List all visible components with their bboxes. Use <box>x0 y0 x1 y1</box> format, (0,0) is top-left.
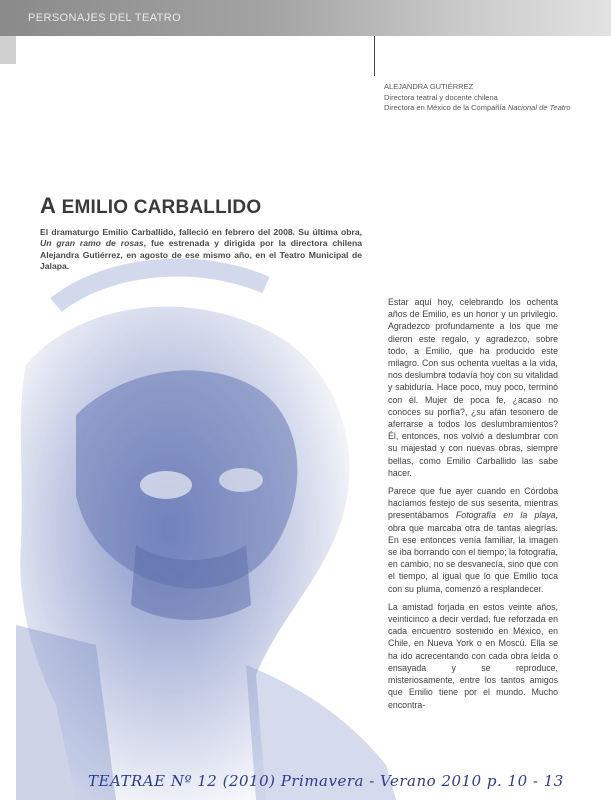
scan-margin <box>0 36 16 64</box>
body-paragraph-1: Estar aquí hoy, celebrando los ochenta años de Emilio, es un honor y un privilegio. Agradezco profundamente a los que me dieron este regalo, y agradezco, sobre todo, a Emilio, que ha producido este milagro. Con sus ochenta vueltas a la vida, nos deslumbra todavía hoy con su vitalidad y sabiduría. Hace poco, muy poco, terminó con él. Mujer de poca fe, ¿acaso no conoces su porfía?, ¿su afán tesonero de aferrarse a todos los deslumbramientos? Él, entonces, nos volvió a deslumbrar con su majestad y con nuevas obras, siempre bellas, como Emilio Carballido las sabe hacer. <box>388 297 558 478</box>
author-position <box>384 103 571 114</box>
article-title <box>40 193 261 219</box>
body-paragraph-3: La amistad forjada en estos veinte años, veinticinco a decir verdad, fue reforzada en cada encuentro sostenido en México, en Chile, en Nueva York o en Moscú. Ella se ha ido acrecentando con cada obra leída o ensayada y se reproduce, misteriosamente, entre los tantos amigos que Emilio tiene por el mundo. Mucho encontra- <box>388 601 558 710</box>
article-lead <box>40 227 362 273</box>
p2-part2: , obra que marcaba otra de tantas alegrías. En ese entonces venía familiar, la imagen se iba borrando con el tiempo; la fotografía, en cambio, no se desvanecía, sino que con el tiempo, al igual que lo que Emilio toca con su pluma, comenzó a resplandecer. <box>388 510 558 594</box>
author-role: Directora teatral y docente chilena <box>384 92 498 102</box>
handwritten-citation: TEATRAE Nº 12 (2010) Primavera - Verano 2010 p. 10 - 13 <box>88 772 564 790</box>
title-initial: A <box>40 193 57 218</box>
p2-work-title: Fotografía en la playa <box>455 510 556 521</box>
article-body <box>388 296 558 717</box>
author-name: ALEJANDRA GUTIÉRREZ <box>384 82 474 91</box>
lead-part1: El dramaturgo Emilio Carballido, falleció en febrero del 2008. Su última obra, <box>40 227 362 237</box>
section-header-bar <box>0 0 611 36</box>
portrait-photo <box>16 245 396 800</box>
author-position-prefix: Directora en México de la Compañía <box>384 103 508 112</box>
body-paragraph-2 <box>388 485 558 595</box>
divider-line <box>374 36 375 76</box>
title-rest: EMILIO CARBALLIDO <box>61 197 262 218</box>
section-label: PERSONAJES DEL TEATRO <box>28 12 182 24</box>
lead-work-title: Un gran ramo de rosas <box>40 238 144 249</box>
author-credit <box>384 82 571 114</box>
p2-part1: Parece que fue ayer cuando en Córdoba hacíamos festejo de sus sesenta, mientras presentábamos <box>388 486 558 521</box>
author-company: Nacional de Teatro <box>507 103 571 112</box>
lead-part2: , fue estrenada y dirigida por la directora chilena Alejandra Gutiérrez, en agosto de ese mismo año, en el Teatro Municipal de Jalapa. <box>40 238 362 272</box>
